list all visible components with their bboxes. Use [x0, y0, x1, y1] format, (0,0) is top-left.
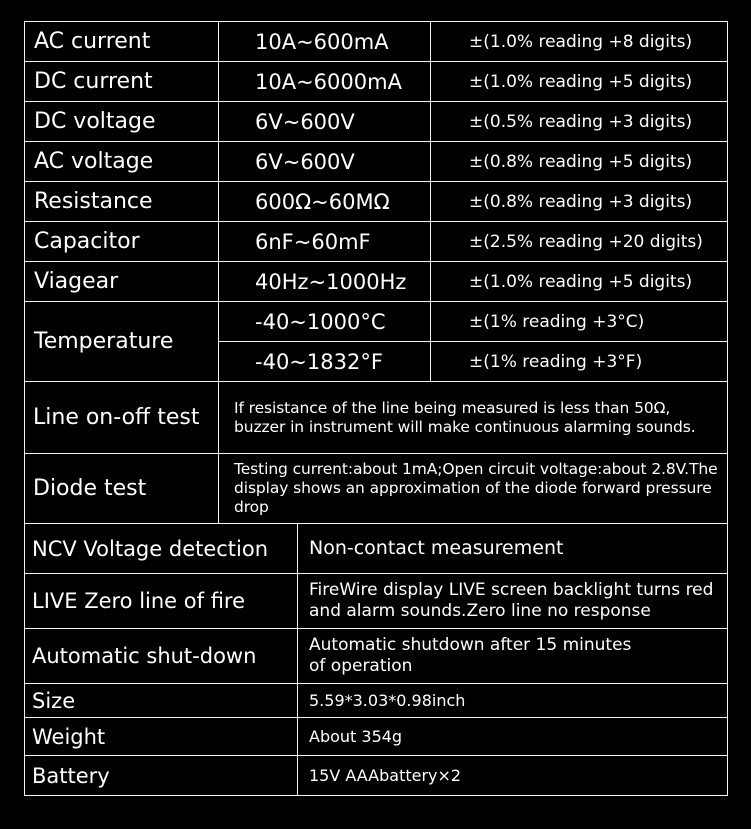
test-description: If resistance of the line being measured is less than 50Ω, buzzer in instrument will make continuous alarming sounds.: [219, 382, 728, 454]
measurement-range: 6V~600V: [219, 142, 431, 182]
feature-row-size: [25, 684, 728, 718]
feature-value: 5.59*3.03*0.98inch: [298, 684, 728, 718]
accuracy: ±(1.0% reading +5 digits): [431, 262, 728, 302]
accuracy: ±(1% reading +3°F): [431, 342, 728, 382]
feature-row-weight: [25, 718, 728, 756]
feature-name: NCV Voltage detection: [25, 524, 298, 574]
measurement-range: 10A~600mA: [219, 22, 431, 62]
test-name: Line on-off test: [25, 382, 219, 454]
feature-table: [24, 523, 728, 796]
measurement-range: 10A~6000mA: [219, 62, 431, 102]
feature-value: 15V AAAbattery×2: [298, 756, 728, 796]
test-function-table: [24, 381, 728, 524]
accuracy: ±(2.5% reading +20 digits): [431, 222, 728, 262]
test-name: Diode test: [25, 454, 219, 524]
accuracy: ±(1.0% reading +8 digits): [431, 22, 728, 62]
feature-name: Automatic shut-down: [25, 629, 298, 684]
test-row-diode: [25, 454, 728, 524]
function-name: AC current: [25, 22, 219, 62]
function-name: Viagear: [25, 262, 219, 302]
function-name: DC voltage: [25, 102, 219, 142]
feature-name: Size: [25, 684, 298, 718]
feature-value: Non-contact measurement: [298, 524, 728, 574]
accuracy: ±(0.5% reading +3 digits): [431, 102, 728, 142]
measurement-range: 6nF~60mF: [219, 222, 431, 262]
test-row-line-on-off: [25, 382, 728, 454]
spec-row-frequency: [25, 262, 728, 302]
spec-row-capacitor: [25, 222, 728, 262]
feature-name: Weight: [25, 718, 298, 756]
accuracy: ±(1% reading +3°C): [431, 302, 728, 342]
spec-row-resistance: [25, 182, 728, 222]
feature-name: LIVE Zero line of fire: [25, 574, 298, 629]
measurement-range: 40Hz~1000Hz: [219, 262, 431, 302]
spec-row-dc-current: [25, 62, 728, 102]
measurement-range: 600Ω~60MΩ: [219, 182, 431, 222]
function-name: DC current: [25, 62, 219, 102]
accuracy: ±(0.8% reading +5 digits): [431, 142, 728, 182]
spec-row-ac-current: [25, 22, 728, 62]
feature-row-live-zero: [25, 574, 728, 629]
feature-name: Battery: [25, 756, 298, 796]
spec-row-dc-voltage: [25, 102, 728, 142]
feature-value: FireWire display LIVE screen backlight turns red and alarm sounds.Zero line no response: [298, 574, 728, 629]
spec-row-ac-voltage: [25, 142, 728, 182]
function-name: AC voltage: [25, 142, 219, 182]
feature-value: Automatic shutdown after 15 minutes of operation: [298, 629, 728, 684]
spec-sheet: [24, 21, 727, 796]
measurement-range: -40~1000°C: [219, 302, 431, 342]
feature-row-auto-shutdown: [25, 629, 728, 684]
feature-row-battery: [25, 756, 728, 796]
function-name: Temperature: [25, 302, 219, 382]
spec-row-temperature-celsius: [25, 302, 728, 342]
feature-row-ncv: [25, 524, 728, 574]
accuracy: ±(1.0% reading +5 digits): [431, 62, 728, 102]
measurement-range: -40~1832°F: [219, 342, 431, 382]
feature-value: About 354g: [298, 718, 728, 756]
test-description: Testing current:about 1mA;Open circuit voltage:about 2.8V.The display shows an approximation of the diode forward pressure drop: [219, 454, 728, 524]
measurement-range: 6V~600V: [219, 102, 431, 142]
measurement-spec-table: [24, 21, 728, 382]
function-name: Resistance: [25, 182, 219, 222]
accuracy: ±(0.8% reading +3 digits): [431, 182, 728, 222]
function-name: Capacitor: [25, 222, 219, 262]
